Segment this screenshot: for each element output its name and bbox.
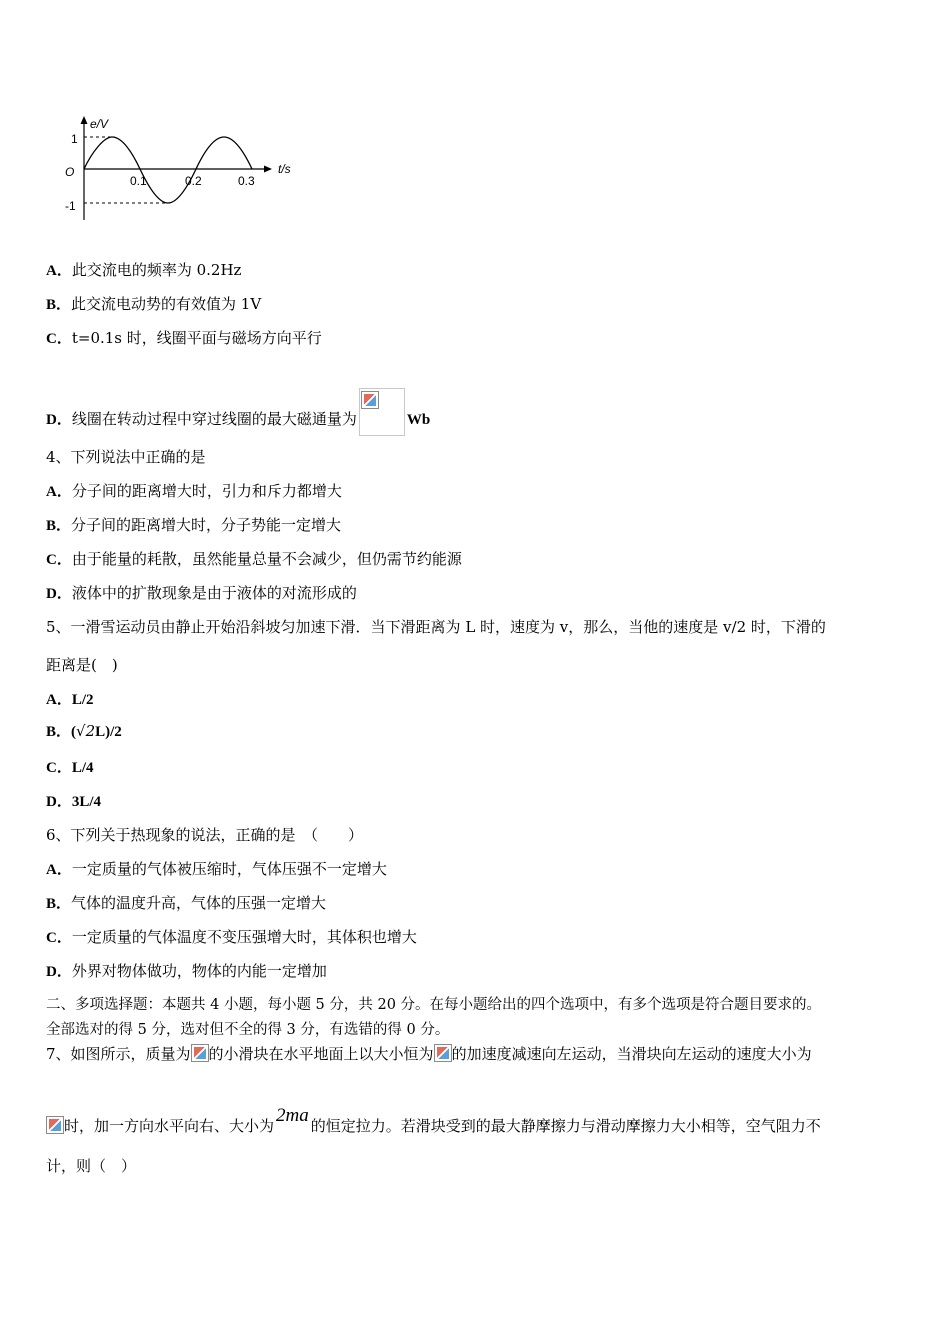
option-text: 3L/4 [71,794,102,810]
emf-time-graph [60,112,300,227]
x-tick-0.2: 0.2 [185,174,202,188]
option-text: 分子间的距离增大时，引力和斥力都增大 [71,482,342,500]
option-letter: A． [46,692,72,708]
option-text: 一定质量的气体温度不变压强增大时，其体积也增大 [71,928,417,946]
option-text: 气体的温度升高，气体的压强一定增大 [71,894,327,912]
q6-option-b [46,893,326,914]
option-letter: D． [46,964,72,980]
option-letter: D． [46,412,72,428]
option-text: 一定质量的气体被压缩时，气体压强不一定增大 [71,860,387,878]
q6-option-d [46,961,327,982]
option-letter: B． [46,297,72,313]
q3-option-d [46,388,430,436]
y-tick-bottom: -1 [65,199,76,213]
option-letter: A． [46,862,72,878]
option-letter: D． [46,794,72,810]
option-text: 线圈在转动过程中穿过线圈的最大磁通量为 [71,410,357,428]
q3-option-c [46,328,322,349]
q5-option-c [46,757,94,778]
option-text: 此交流电的频率为 0.2Hz [71,261,242,279]
option-text: t=0.1s 时，线圈平面与磁场方向平行 [71,329,322,347]
option-text: 分子间的距离增大时，分子势能一定增大 [71,516,342,534]
option-text: 此交流电动势的有效值为 1V [71,295,262,313]
q7-text: 时，加一方向水平向右、大小为 [64,1117,275,1135]
q5-option-b [46,721,122,742]
option-letter: B． [46,724,72,740]
option-text: 由于能量的耗散，虽然能量总量不会减少，但仍需节约能源 [71,550,462,568]
q4-option-b [46,515,341,536]
q4-option-d [46,583,357,604]
q7-text: 的小滑块在水平地面上以大小恒为 [208,1045,434,1063]
q7-line2 [46,1106,821,1136]
option-letter: C． [46,930,72,946]
q4-stem: 4、下列说法中正确的是 [46,448,206,466]
q6-option-a [46,859,387,880]
q5-option-d [46,791,101,812]
q5-option-a [46,689,94,710]
mass-formula-image [191,1044,209,1062]
x-tick-0.3: 0.3 [238,174,255,188]
q7-text: 的恒定拉力。若滑块受到的最大静摩擦力与滑动摩擦力大小相等，空气阻力不 [310,1117,821,1135]
option-letter: D． [46,586,72,602]
velocity-formula-image [46,1116,64,1134]
q7-text: 7、如图所示，质量为 [46,1045,191,1063]
section2-line1: 二、多项选择题：本题共 4 小题，每小题 5 分，共 20 分。在每小题给出的四个选项中，有多个选项是符合题目要求的。 [46,997,822,1013]
q7-line1 [46,1044,812,1064]
sine-curve [84,137,252,203]
option-letter: A． [46,484,72,500]
flux-formula-image [359,388,405,436]
q6-stem: 6、下列关于热现象的说法，正确的是 （ ） [46,826,364,844]
origin-label: O [65,165,75,179]
option-text: 液体中的扩散现象是由于液体的对流形成的 [71,584,357,602]
option-letter: B． [46,896,72,912]
option-letter: C． [46,331,72,347]
x-axis-label: t/s [278,162,291,176]
force-formula: 2ma [276,1105,309,1126]
option-text-post: L)/2 [95,724,122,740]
q7-text: 的加速度减速向左运动，当滑块向左运动的速度大小为 [451,1045,812,1063]
q4-option-c [46,549,462,570]
q4-option-a [46,481,342,502]
q6-option-c [46,927,417,948]
option-text: L/4 [71,760,94,776]
acceleration-formula-image [434,1044,452,1062]
q3-option-b [46,294,261,315]
broken-image-icon [361,391,379,409]
q3-option-a [46,260,241,281]
sqrt2-formula: √2 [76,722,96,740]
y-axis-label: e/V [90,117,109,131]
option-letter: B． [46,518,72,534]
option-letter: A． [46,263,72,279]
x-tick-0.1: 0.1 [130,174,147,188]
option-letter: C． [46,760,72,776]
unit-text: Wb [406,412,431,428]
y-tick-top: 1 [71,132,78,146]
q7-line3: 计，则（ ） [46,1157,137,1175]
option-text-pre: ( [71,724,77,740]
q5-stem-line1: 5、一滑雪运动员由静止开始沿斜坡匀加速下滑．当下滑距离为 L 时，速度为 v，那么，当他的速度是 v/2 时，下滑的 [46,618,826,636]
option-text: 外界对物体做功，物体的内能一定增加 [71,962,327,980]
section2-line2: 全部选对的得 5 分，选对但不全的得 3 分，有选错的得 0 分。 [46,1022,450,1038]
q5-stem-line2: 距离是( ) [46,656,118,674]
option-text: L/2 [71,692,94,708]
y-axis-arrow [81,116,88,124]
option-letter: C． [46,552,72,568]
x-axis-arrow [264,166,272,173]
